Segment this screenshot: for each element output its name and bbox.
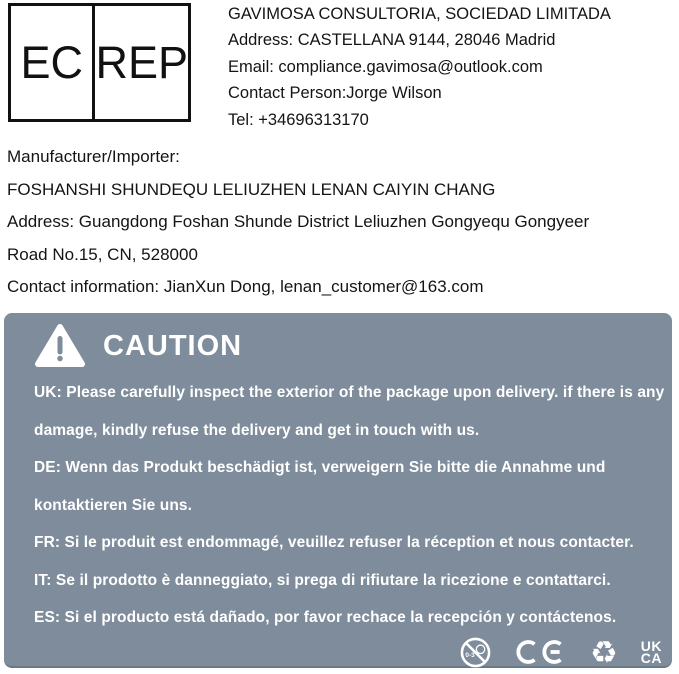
recycle-icon: ♻ bbox=[589, 634, 618, 670]
svg-text:0-3: 0-3 bbox=[465, 651, 475, 659]
manufacturer-heading: Manufacturer/Importer: bbox=[7, 147, 180, 166]
caution-line-uk-1: UK: Please carefully inspect the exterior of the package upon delivery. if there is any bbox=[34, 384, 665, 401]
caution-line-it: IT: Se il prodotto è danneggiato, si prega di rifiutare la ricezione e contattarci. bbox=[34, 572, 611, 589]
ukca-mark-icon bbox=[640, 637, 662, 666]
ukca-line2: CA bbox=[640, 650, 662, 666]
caution-line-de-1: DE: Wenn das Produkt beschädigt ist, verweigern Sie bitte die Annahme und bbox=[34, 459, 606, 476]
manufacturer-address-line1: Address: Guangdong Foshan Shunde District Leliuzhen Gongyequ Gongyeer bbox=[7, 212, 590, 231]
caution-title: CAUTION bbox=[103, 330, 243, 362]
manufacturer-name: FOSHANSHI SHUNDEQU LELIUZHEN LENAN CAIYIN CHANG bbox=[7, 179, 496, 199]
manufacturer-info bbox=[7, 141, 589, 304]
ec-rep-symbol bbox=[8, 3, 191, 122]
ec-rep-symbol-ec: EC bbox=[11, 6, 95, 119]
representative-tel: Tel: +34696313170 bbox=[228, 110, 369, 129]
manufacturer-contact: Contact information: JianXun Dong, lenan_customer@163.com bbox=[7, 277, 484, 296]
ec-rep-symbol-rep: REP bbox=[95, 36, 188, 88]
representative-address: Address: CASTELLANA 9144, 28046 Madrid bbox=[228, 31, 556, 50]
manufacturer-address-line2: Road No.15, CN, 528000 bbox=[7, 244, 198, 264]
warning-triangle-icon bbox=[35, 323, 85, 369]
caution-line-es: ES: Si el producto está dañado, por favor rechace la recepción y contáctenos. bbox=[34, 609, 617, 626]
age-warning-0-3-icon bbox=[459, 636, 492, 669]
caution-panel bbox=[4, 313, 672, 668]
caution-line-de-2: kontaktieren Sie uns. bbox=[34, 497, 193, 514]
representative-email: Email: compliance.gavimosa@outlook.com bbox=[228, 57, 543, 76]
eu-representative-info bbox=[228, 1, 611, 133]
representative-name: GAVIMOSA CONSULTORIA, SOCIEDAD LIMITADA bbox=[228, 5, 611, 23]
ukca-line1: UK bbox=[640, 637, 662, 654]
caution-line-fr: FR: Si le produit est endommagé, veuillez refuser la réception et nous contacter. bbox=[34, 534, 634, 551]
compliance-icons-row bbox=[459, 635, 662, 669]
caution-line-uk-2: damage, kindly refuse the delivery and get in touch with us. bbox=[34, 422, 480, 439]
representative-contact-person: Contact Person:Jorge Wilson bbox=[228, 84, 442, 103]
ce-mark-icon bbox=[515, 638, 567, 666]
